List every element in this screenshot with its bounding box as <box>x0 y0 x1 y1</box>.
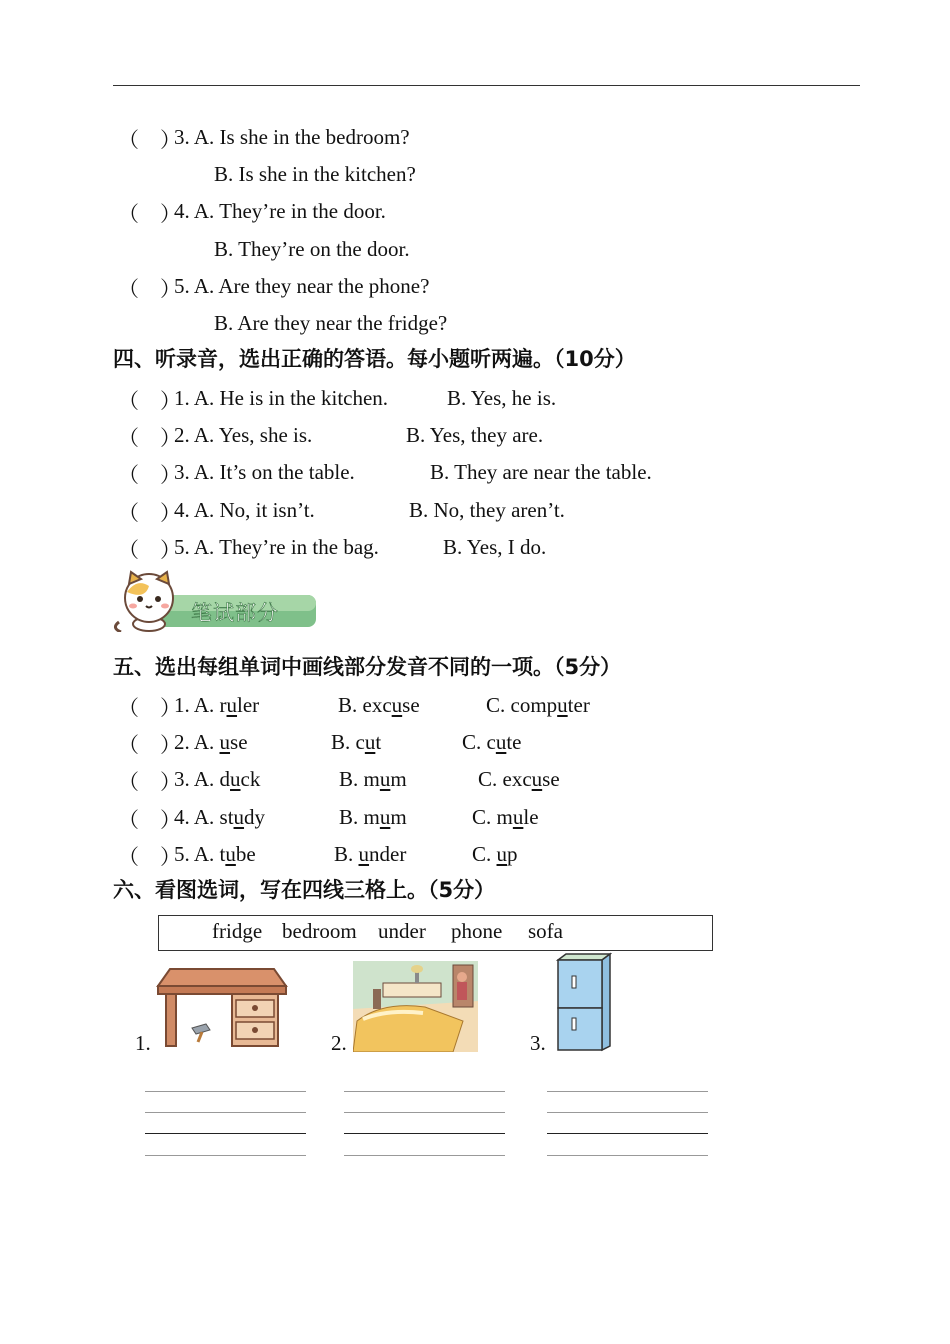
word-part: m <box>363 805 380 829</box>
underlined-letter: u <box>379 767 391 791</box>
word-part: se <box>402 693 420 717</box>
option-b: B. No, they aren’t. <box>409 498 565 522</box>
option-b <box>338 693 420 717</box>
option-letter: B. <box>339 805 359 829</box>
word-bank-item: bedroom <box>282 919 357 943</box>
word-bank-item: sofa <box>528 919 563 943</box>
word-part: te <box>506 730 522 754</box>
word-part: dy <box>244 805 266 829</box>
option-letter: B. <box>331 730 351 754</box>
word-part: m <box>496 805 513 829</box>
option-b: B. They are near the table. <box>430 460 652 484</box>
answer-blank[interactable]: （ ） <box>118 770 181 794</box>
underlined-letter: u <box>531 767 543 791</box>
question-option-b: B. They’re on the door. <box>214 237 410 261</box>
four-line-grid[interactable] <box>145 1091 306 1157</box>
option-a: 3. A. It’s on the table. <box>174 460 355 484</box>
underlined-letter: u <box>233 805 245 829</box>
option-a: 1. A. He is in the kitchen. <box>174 386 389 410</box>
word-bank-item: phone <box>451 919 503 943</box>
option-letter: C. <box>462 730 482 754</box>
option-c <box>478 767 560 791</box>
option-letter: 3. A. <box>174 767 215 791</box>
option-letter: 1. A. <box>174 693 215 717</box>
answer-blank[interactable]: （ ） <box>118 538 181 562</box>
option-letter: 5. A. <box>174 842 215 866</box>
option-letter: B. <box>339 767 359 791</box>
option-letter: 4. A. <box>174 805 215 829</box>
option-letter: C. <box>472 805 492 829</box>
option-c <box>472 805 539 829</box>
underlined-letter: u <box>219 730 231 754</box>
underlined-letter: u <box>557 693 568 717</box>
underlined-letter: u <box>364 730 376 754</box>
word-part: be <box>235 842 256 866</box>
underlined-letter: u <box>226 693 238 717</box>
question-option-a: 5. A. Are they near the phone? <box>174 274 430 298</box>
word-part: p <box>507 842 518 866</box>
word-part: exc <box>362 693 392 717</box>
answer-blank[interactable]: （ ） <box>118 463 181 487</box>
option-letter: C. <box>478 767 498 791</box>
word-part: le <box>523 805 539 829</box>
word-part: d <box>219 767 231 791</box>
underlined-letter: u <box>512 805 524 829</box>
option-letter: C. <box>486 693 506 717</box>
answer-blank[interactable]: （ ） <box>118 202 181 226</box>
option-b: B. Yes, he is. <box>447 386 557 410</box>
word-part: m <box>390 767 407 791</box>
option-letter: B. <box>338 693 358 717</box>
underlined-letter: u <box>358 842 370 866</box>
word-bank-item: under <box>378 919 426 943</box>
underlined-letter: u <box>225 842 236 866</box>
section6-title: 六、看图选词，写在四线三格上。（5分） <box>113 878 496 902</box>
picture-label: 3. <box>530 1031 546 1055</box>
four-line-grid[interactable] <box>344 1091 505 1157</box>
option-c <box>486 693 590 717</box>
option-b <box>339 767 407 791</box>
word-part: c <box>486 730 496 754</box>
header-rule <box>113 85 860 86</box>
word-part: t <box>375 730 382 754</box>
desk-picture <box>156 966 288 1050</box>
answer-blank[interactable]: （ ） <box>118 128 181 152</box>
option-b: B. Yes, I do. <box>443 535 547 559</box>
option-b <box>331 730 381 754</box>
word-part: se <box>542 767 560 791</box>
picture-label: 2. <box>331 1031 347 1055</box>
option-a <box>174 842 256 866</box>
underlined-letter: u <box>379 805 391 829</box>
section4-title: 四、听录音，选出正确的答语。每小题听两遍。（10分） <box>113 347 636 371</box>
word-part: m <box>390 805 407 829</box>
option-a <box>174 693 259 717</box>
option-a <box>174 730 248 754</box>
word-part: st <box>219 805 234 829</box>
option-b <box>339 805 407 829</box>
word-part: exc <box>502 767 532 791</box>
word-part: c <box>355 730 365 754</box>
word-part: r <box>219 693 227 717</box>
word-part: m <box>363 767 380 791</box>
word-bank <box>158 915 713 951</box>
answer-blank[interactable]: （ ） <box>118 426 181 450</box>
section5-title: 五、选出每组单词中画线部分发音不同的一项。（5分） <box>113 655 622 679</box>
banner-title: 笔试部分 <box>191 601 279 625</box>
option-letter: B. <box>334 842 354 866</box>
option-b <box>334 842 406 866</box>
answer-blank[interactable]: （ ） <box>118 389 181 413</box>
underlined-letter: u <box>230 767 241 791</box>
underlined-letter: u <box>495 730 507 754</box>
option-letter: C. <box>472 842 492 866</box>
underlined-letter: u <box>496 842 508 866</box>
option-a: 5. A. They’re in the bag. <box>174 535 379 559</box>
word-part: nder <box>369 842 407 866</box>
answer-blank[interactable]: （ ） <box>118 277 181 301</box>
option-a: 4. A. No, it isn’t. <box>174 498 315 522</box>
answer-blank[interactable]: （ ） <box>118 733 181 757</box>
word-bank-item: fridge <box>212 919 263 943</box>
word-part: ler <box>237 693 260 717</box>
fridge-picture <box>556 952 612 1052</box>
question-option-b: B. Is she in the kitchen? <box>214 162 416 186</box>
word-part: ter <box>567 693 590 717</box>
answer-blank[interactable]: （ ） <box>118 501 181 525</box>
question-option-a: 4. A. They’re in the door. <box>174 199 386 223</box>
answer-blank[interactable]: （ ） <box>118 845 181 869</box>
word-part: se <box>230 730 248 754</box>
option-letter: 2. A. <box>174 730 215 754</box>
written-part-banner <box>113 570 318 632</box>
word-part: ck <box>240 767 261 791</box>
answer-blank[interactable]: （ ） <box>118 696 181 720</box>
option-c <box>472 842 518 866</box>
question-option-b: B. Are they near the fridge? <box>214 311 448 335</box>
question-option-a: 3. A. Is she in the bedroom? <box>174 125 410 149</box>
option-a: 2. A. Yes, she is. <box>174 423 313 447</box>
four-line-grid[interactable] <box>547 1091 708 1157</box>
picture-label: 1. <box>135 1031 151 1055</box>
option-b: B. Yes, they are. <box>406 423 544 447</box>
answer-blank[interactable]: （ ） <box>118 808 181 832</box>
option-a <box>174 805 265 829</box>
word-part: t <box>219 842 226 866</box>
option-a <box>174 767 260 791</box>
underlined-letter: u <box>391 693 403 717</box>
option-c <box>462 730 522 754</box>
bedroom-picture <box>353 961 478 1052</box>
word-part: comp <box>510 693 558 717</box>
